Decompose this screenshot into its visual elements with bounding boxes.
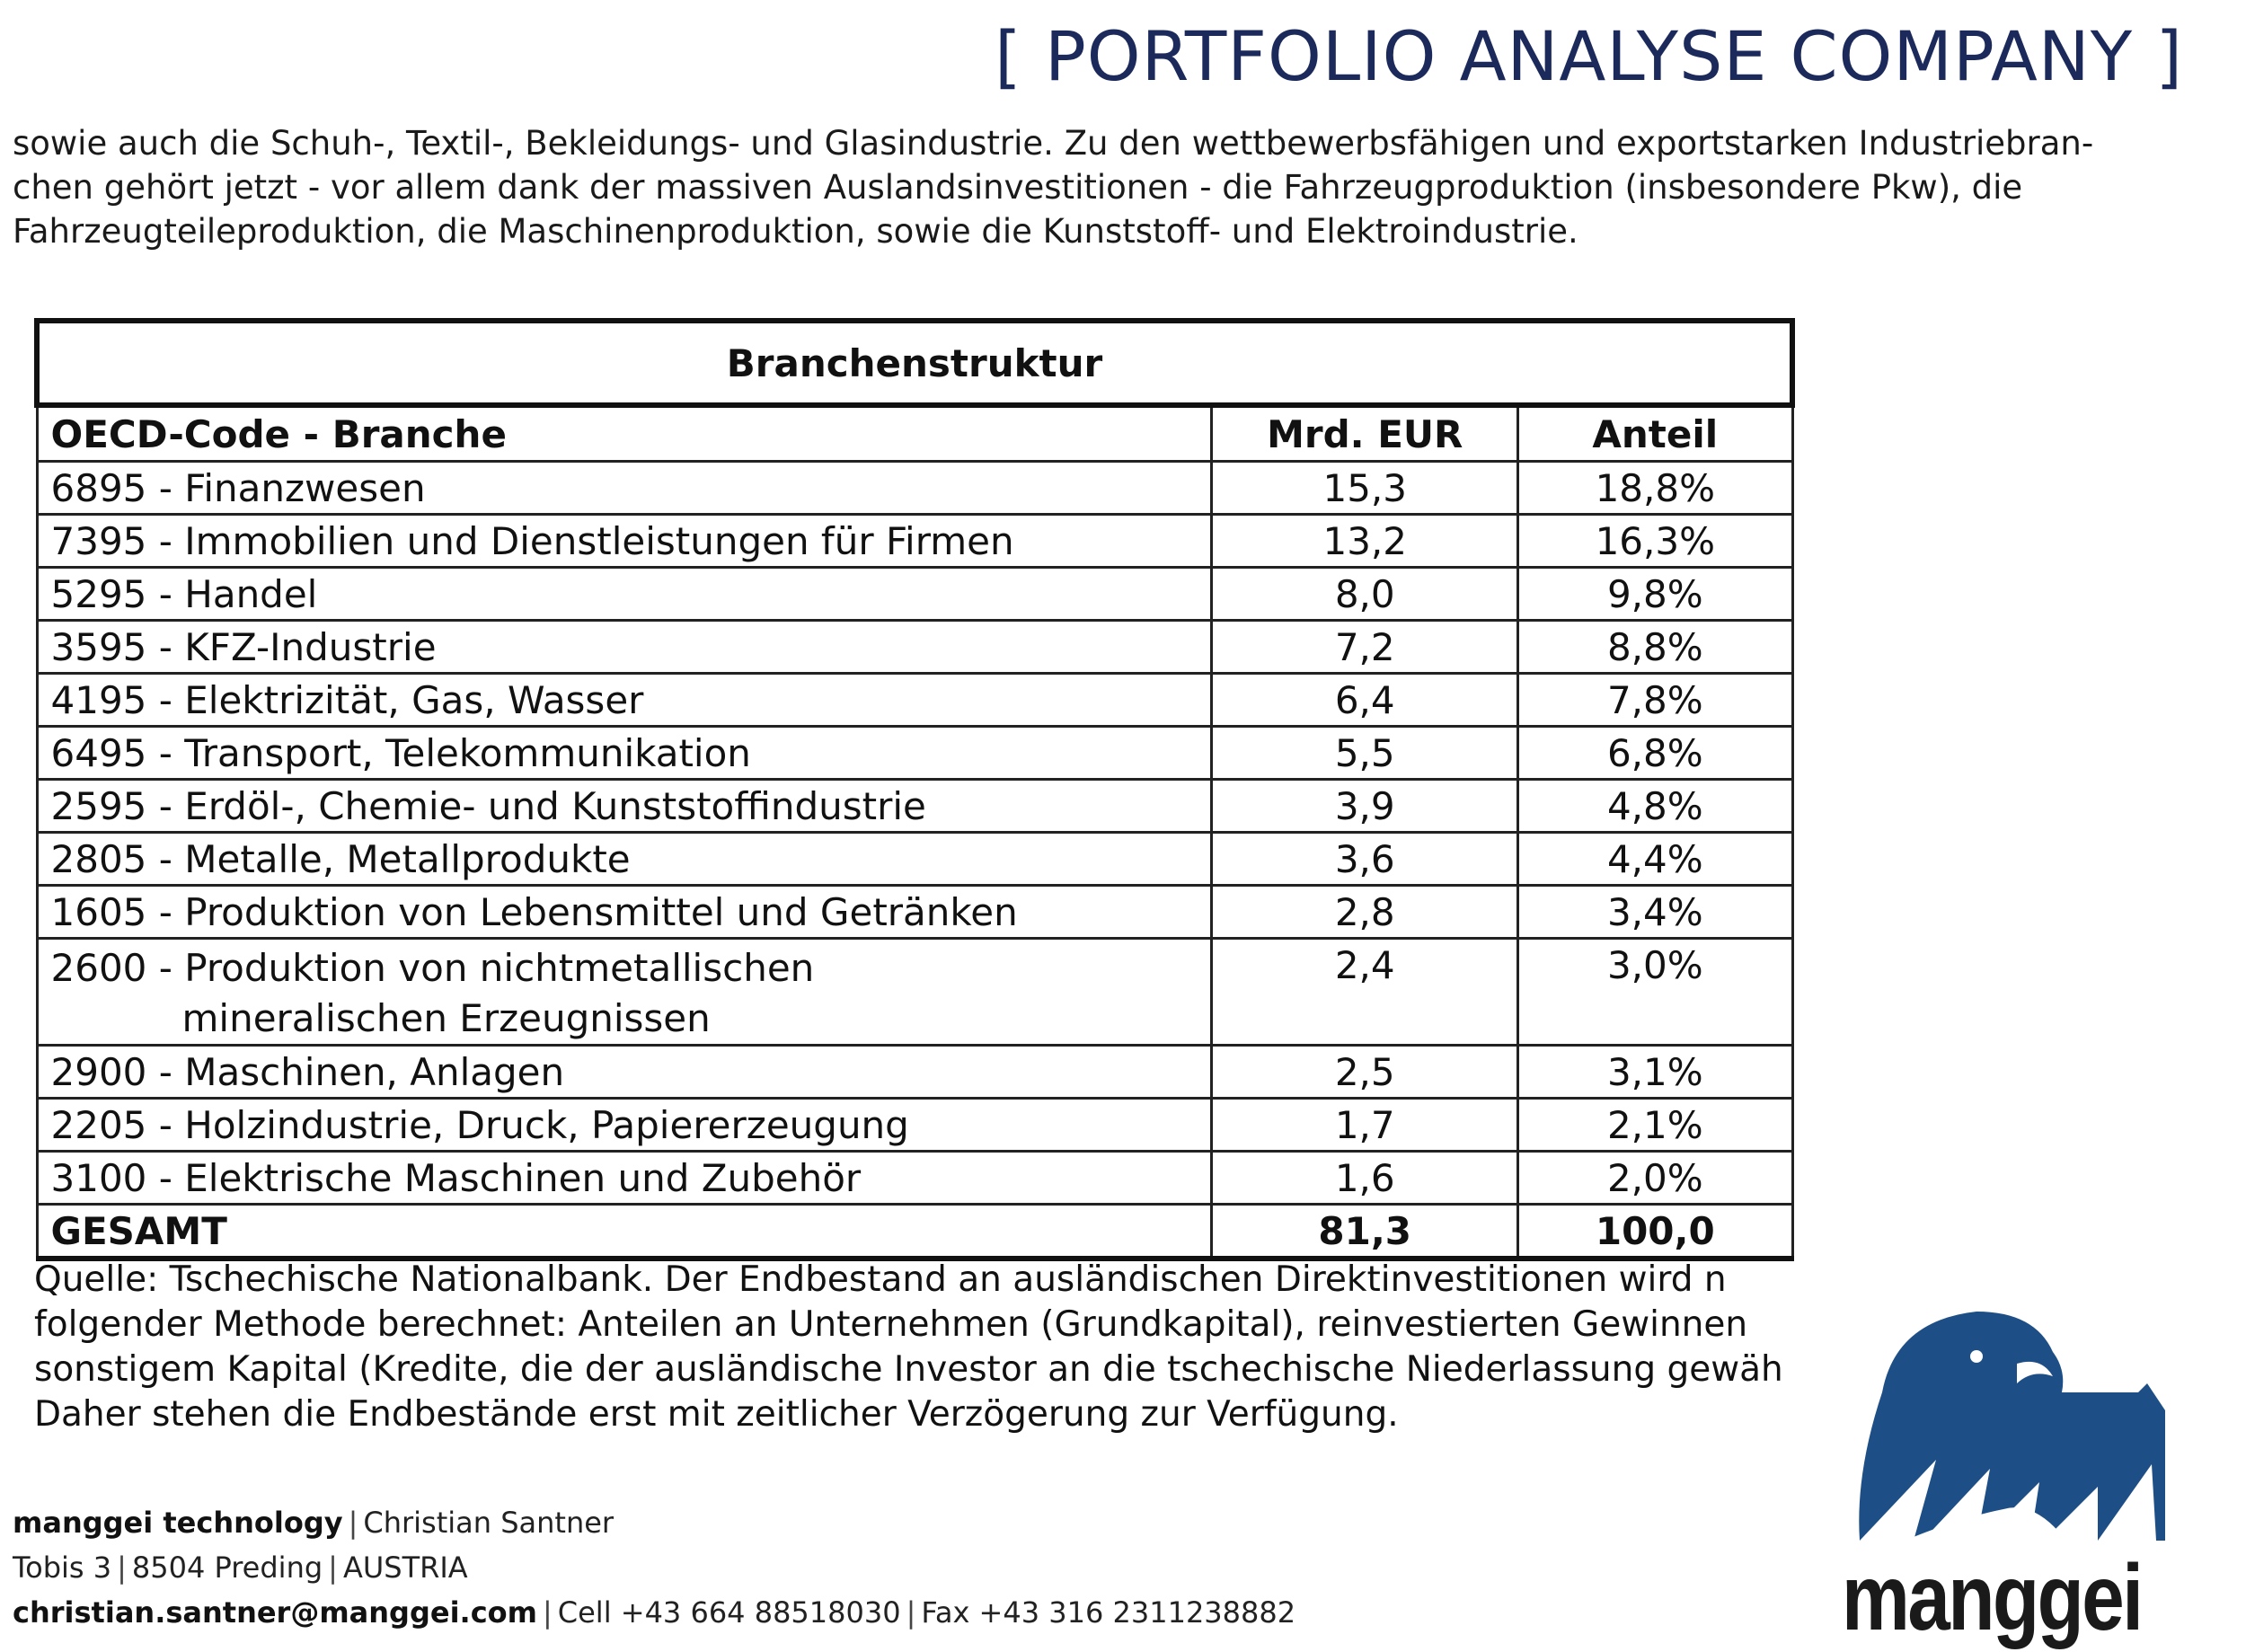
cell-mrd: 2,5 (1212, 1046, 1518, 1099)
cell-branche: 4195 - Elektrizität, Gas, Wasser (37, 674, 1212, 727)
cell-branche: 3595 - KFZ-Industrie (37, 621, 1212, 674)
cell-branche: 2900 - Maschinen, Anlagen (37, 1046, 1212, 1099)
total-mrd: 81,3 (1212, 1205, 1518, 1259)
company-name: manggei technology (13, 1506, 343, 1540)
page-title: [ PORTFOLIO ANALYSE COMPANY ] (995, 16, 2183, 96)
table-row (37, 833, 1792, 886)
cell-mrd: 8,0 (1212, 568, 1518, 621)
cell-mrd: 15,3 (1212, 462, 1518, 515)
cell-branche: 2205 - Holzindustrie, Druck, Papiererzeugung (37, 1099, 1212, 1152)
logo-wordmark: manggei (1842, 1546, 2142, 1650)
cell-branche: 2805 - Metalle, Metallprodukte (37, 833, 1212, 886)
header-mrd-eur: Mrd. EUR (1212, 405, 1518, 462)
cell-anteil: 4,4% (1518, 833, 1792, 886)
source-line: sonstigem Kapital (Kredite, die der ausländische Investor an die tschechische Niederlassung gewäh (34, 1349, 1783, 1390)
table-row (37, 1046, 1792, 1099)
cell-branche-line: mineralischen Erzeugnissen (181, 996, 711, 1040)
cell-mrd: 2,8 (1212, 886, 1518, 939)
cell-mrd: 7,2 (1212, 621, 1518, 674)
cell-phone: Cell +43 664 88518030 (557, 1595, 901, 1630)
cell-mrd: 3,6 (1212, 833, 1518, 886)
cell-branche-line: 2600 - Produktion von nichtmetallischen (50, 946, 815, 990)
fax-number: Fax +43 316 2311238882 (921, 1595, 1296, 1630)
email-link[interactable]: christian.santner@manggei.com (13, 1595, 537, 1630)
source-line: Daher stehen die Endbestände erst mit zeitlicher Verzögerung zur Verfügung. (34, 1394, 1399, 1435)
cell-branche: 3100 - Elektrische Maschinen und Zubehör (37, 1152, 1212, 1205)
cell-branche: 5295 - Handel (37, 568, 1212, 621)
header-branche: OECD-Code - Branche (37, 405, 1212, 462)
cell-anteil: 3,1% (1518, 1046, 1792, 1099)
table-header-row (37, 405, 1792, 462)
cell-branche: 6895 - Finanzwesen (37, 462, 1212, 515)
cell-anteil: 3,0% (1518, 939, 1792, 1046)
intro-paragraph (13, 121, 2169, 253)
cell-anteil: 16,3% (1518, 515, 1792, 568)
table-row (37, 674, 1792, 727)
cell-anteil: 8,8% (1518, 621, 1792, 674)
table-row (37, 1152, 1792, 1205)
source-note (34, 1258, 1817, 1437)
address-street: Tobis 3 (13, 1550, 112, 1585)
contact-person: Christian Santner (363, 1506, 615, 1540)
table-row (37, 1099, 1792, 1152)
header-anteil: Anteil (1518, 405, 1792, 462)
cell-branche: 7395 - Immobilien und Dienstleistungen für Firmen (37, 515, 1212, 568)
table-total-row (37, 1205, 1792, 1259)
table-row (37, 568, 1792, 621)
cell-branche: 6495 - Transport, Telekommunikation (37, 727, 1212, 780)
cell-mrd: 2,4 (1212, 939, 1518, 1046)
cell-anteil: 9,8% (1518, 568, 1792, 621)
table-row (37, 780, 1792, 833)
cell-branche: 2595 - Erdöl-, Chemie- und Kunststoffindustrie (37, 780, 1212, 833)
cell-anteil: 3,4% (1518, 886, 1792, 939)
source-line: folgender Methode berechnet: Anteilen an Unternehmen (Grundkapital), reinvestierten Gewinnen (34, 1304, 1748, 1345)
branchenstruktur-table (34, 318, 1795, 1261)
cell-anteil: 2,1% (1518, 1099, 1792, 1152)
table-row (37, 939, 1792, 1046)
cell-anteil: 18,8% (1518, 462, 1792, 515)
cell-mrd: 1,7 (1212, 1099, 1518, 1152)
cell-branche (37, 939, 1212, 1046)
table-title: Branchenstruktur (37, 321, 1792, 405)
cell-branche: 1605 - Produktion von Lebensmittel und Getränken (37, 886, 1212, 939)
source-line: Quelle: Tschechische Nationalbank. Der Endbestand an ausländischen Direktinvestitionen wird n (34, 1259, 1727, 1300)
cell-anteil: 4,8% (1518, 780, 1792, 833)
cell-anteil: 7,8% (1518, 674, 1792, 727)
cell-anteil: 6,8% (1518, 727, 1792, 780)
cell-mrd: 1,6 (1212, 1152, 1518, 1205)
table-row (37, 886, 1792, 939)
table-row (37, 621, 1792, 674)
table-row (37, 727, 1792, 780)
address-city: 8504 Preding (131, 1550, 323, 1585)
address-country: AUSTRIA (342, 1550, 468, 1585)
cell-mrd: 6,4 (1212, 674, 1518, 727)
intro-line: chen gehört jetzt - vor allem dank der massiven Auslandsinvestitionen - die Fahrzeugproduktion (insbesondere Pkw), die (13, 168, 2023, 207)
cell-mrd: 3,9 (1212, 780, 1518, 833)
footer-contact: manggei technology | Christian Santner Tobis 3 | 8504 Preding | AUSTRIA christian.santner@manggei.com | Cell +43 664 88518030 | Fax +43 316 2311238882 (13, 1506, 1296, 1630)
table-row (37, 462, 1792, 515)
cell-mrd: 5,5 (1212, 727, 1518, 780)
total-label: GESAMT (37, 1205, 1212, 1259)
intro-line: sowie auch die Schuh-, Textil-, Bekleidungs- und Glasindustrie. Zu den wettbewerbsfähigen und exportstarken Industriebran- (13, 124, 2094, 163)
cell-anteil: 2,0% (1518, 1152, 1792, 1205)
intro-line: Fahrzeugteileproduktion, die Maschinenproduktion, sowie die Kunststoff- und Elektroindustrie. (13, 212, 1578, 251)
table-row (37, 515, 1792, 568)
cell-mrd: 13,2 (1212, 515, 1518, 568)
total-anteil: 100,0 (1518, 1205, 1792, 1259)
